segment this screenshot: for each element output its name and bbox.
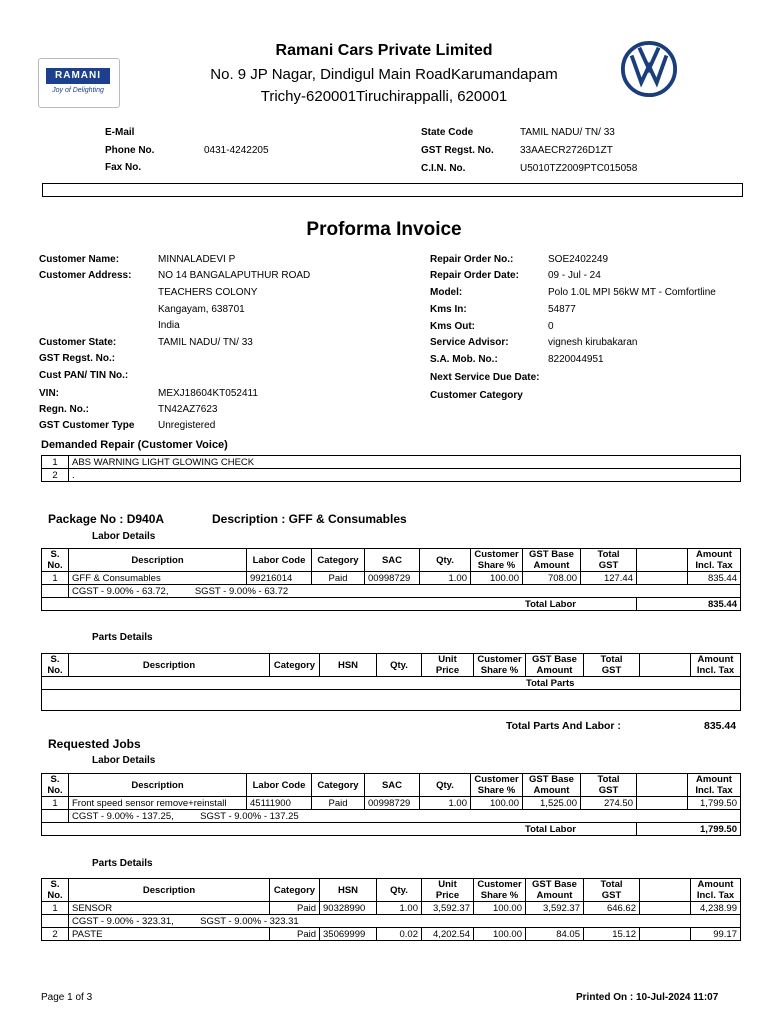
model-label: Model: (430, 287, 463, 298)
state-code-value: TAMIL NADU/ TN/ 33 (520, 127, 615, 138)
state-code-label: State Code (421, 127, 474, 138)
tax-row (42, 915, 741, 928)
col-description: Description (69, 549, 247, 572)
kms-out-value: 0 (548, 321, 554, 332)
regn-value: TN42AZ7623 (158, 404, 218, 415)
vw-logo-icon (620, 40, 678, 98)
vin-value: MEXJ18604KT052411 (158, 388, 258, 399)
table-row (42, 572, 741, 585)
table-row: 1 SENSOR Paid 90328990 1.00 3,592.37 100.00 3,592.37 646.62 4,238.99 (42, 902, 741, 915)
col-labor-code: Labor Code (247, 549, 312, 572)
cell-sno: 1 (42, 572, 69, 585)
cell-labor-code: 99216014 (247, 572, 312, 585)
demanded-repair-table (41, 455, 741, 482)
tax-breakdown: CGST - 9.00% - 63.72, SGST - 9.00% - 63.72 (69, 585, 741, 598)
table-header-row: S. No. Description Category HSN Qty. Unit Price Customer Share % GST Base Amount Total GST Amount Incl. Tax (42, 879, 741, 902)
repair-order-no-label: Repair Order No.: (430, 254, 514, 265)
fax-label: Fax No. (105, 162, 142, 173)
kms-in-value: 54877 (548, 304, 576, 315)
page-number: Page 1 of 3 (41, 992, 93, 1003)
phone-label: Phone No. (105, 145, 155, 156)
gst-customer-type: Unregistered (158, 420, 216, 431)
row-no: 1 (42, 456, 69, 469)
table-header-row: S. No. Description Labor Code Category SAC Qty. Customer Share % GST Base Amount Total GST Amount Incl. Tax (42, 774, 741, 797)
sa-mobile-label: S.A. Mob. No.: (430, 354, 498, 365)
total-labor-label: Total Labor (42, 598, 637, 611)
dealer-logo-brand: RAMANI (46, 68, 110, 84)
col-share: Customer Share % (471, 549, 523, 572)
requested-jobs-heading: Requested Jobs (48, 737, 141, 751)
company-address-line1: No. 9 JP Nagar, Dindigul Main RoadKarumandapam (210, 66, 558, 83)
row-text: ABS WARNING LIGHT GLOWING CHECK (69, 456, 741, 469)
repair-order-date: 09 - Jul - 24 (548, 270, 601, 281)
col-total-gst: Total GST (581, 549, 637, 572)
dealer-logo-tagline: Joy of Delighting (52, 87, 104, 94)
col-qty: Qty. (420, 549, 471, 572)
model-value: Polo 1.0L MPI 56kW MT - Comfortline (548, 287, 716, 298)
page-title: Proforma Invoice (306, 219, 462, 240)
phone-value: 0431-4242205 (204, 145, 269, 156)
gst-label: GST Regst. No. (421, 145, 494, 156)
customer-name: MINNALADEVI P (158, 254, 236, 265)
tax-breakdown: CGST - 9.00% - 323.31, SGST - 9.00% - 323.31 (69, 915, 741, 928)
sa-mobile: 8220044951 (548, 354, 604, 365)
cell-amount: 835.44 (688, 572, 741, 585)
table-row (42, 456, 741, 469)
table-row (42, 469, 741, 482)
regn-label: Regn. No.: (39, 404, 89, 415)
company-name: Ramani Cars Private Limited (275, 42, 493, 59)
customer-address-line2: TEACHERS COLONY (158, 287, 258, 298)
gst-customer-type-label: GST Customer Type (39, 420, 135, 431)
labor-details-heading-2: Labor Details (92, 755, 156, 766)
tax-row (42, 585, 741, 598)
tax-row (42, 810, 741, 823)
col-category: Category (312, 549, 365, 572)
customer-address-line4: India (158, 320, 180, 331)
header-divider-box (42, 183, 743, 197)
total-row: Total Labor 1,799.50 (42, 823, 741, 836)
package-description: Description : GFF & Consumables (212, 512, 407, 526)
table-row: 1 Front speed sensor remove+reinstall 45111900 Paid 00998729 1.00 100.00 1,525.00 274.50 1,799.50 (42, 797, 741, 810)
parts-details-heading: Parts Details (92, 632, 153, 643)
parts-table-2 (41, 878, 741, 941)
labor-table-1 (41, 548, 741, 611)
col-blank (637, 549, 688, 572)
row-text: . (69, 469, 741, 482)
col-sac: SAC (365, 549, 420, 572)
customer-address-line3: Kangayam, 638701 (158, 304, 245, 315)
tax-breakdown: CGST - 9.00% - 137.25, SGST - 9.00% - 137.25 (69, 810, 741, 823)
total-parts-label: Total Parts (42, 677, 741, 690)
labor-details-heading: Labor Details (92, 531, 156, 542)
total-parts-row (42, 677, 741, 690)
table-header-row: S. No. Description Category HSN Qty. Unit Price Customer Share % GST Base Amount Total GST Amount Incl. Tax (42, 654, 741, 677)
gst-value: 33AAECR2726D1ZT (520, 145, 613, 156)
total-parts-labor-value: 835.44 (704, 720, 737, 732)
cell-description: GFF & Consumables (69, 572, 247, 585)
package-no: Package No : D940A (48, 512, 165, 526)
kms-in-label: Kms In: (430, 304, 467, 315)
demanded-repair-heading: Demanded Repair (Customer Voice) (41, 439, 228, 451)
cell-category: Paid (312, 572, 365, 585)
customer-address-line1: NO 14 BANGALAPUTHUR ROAD (158, 270, 311, 281)
cell-sac: 00998729 (365, 572, 420, 585)
col-amount: Amount Incl. Tax (688, 549, 741, 572)
total-parts-labor-label: Total Parts And Labor : (506, 720, 621, 732)
customer-name-label: Customer Name: (39, 254, 120, 265)
company-address-line2: Trichy-620001Tiruchirappalli, 620001 (260, 88, 508, 105)
cell-blank (637, 572, 688, 585)
email-label: E-Mail (105, 127, 135, 138)
parts-table-1 (41, 653, 741, 711)
service-advisor-label: Service Advisor: (430, 337, 509, 348)
customer-state-label: Customer State: (39, 337, 117, 348)
table-row: 2 PASTE Paid 35069999 0.02 4,202.54 100.00 84.05 15.12 99.17 (42, 928, 741, 941)
cell-qty: 1.00 (420, 572, 471, 585)
customer-pan-label: Cust PAN/ TIN No.: (39, 370, 129, 381)
total-labor-value: 835.44 (637, 598, 741, 611)
vin-label: VIN: (39, 388, 59, 399)
parts-details-heading-2: Parts Details (92, 858, 153, 869)
kms-out-label: Kms Out: (430, 321, 475, 332)
service-advisor: vignesh kirubakaran (548, 337, 638, 348)
customer-gst-label: GST Regst. No.: (39, 353, 116, 364)
row-no: 2 (42, 469, 69, 482)
labor-table-2 (41, 773, 741, 836)
col-sno: S. No. (42, 549, 69, 572)
empty-row (42, 690, 741, 711)
col-gst-base: GST Base Amount (523, 549, 581, 572)
repair-order-no: SOE2402249 (548, 254, 609, 265)
total-row (42, 598, 741, 611)
cin-label: C.I.N. No. (421, 163, 466, 174)
cell-share: 100.00 (471, 572, 523, 585)
repair-order-date-label: Repair Order Date: (430, 270, 519, 281)
customer-category-label: Customer Category (430, 390, 523, 401)
customer-address-label: Customer Address: (39, 270, 132, 281)
printed-on: Printed On : 10-Jul-2024 11:07 (576, 992, 719, 1003)
cell-total-gst: 127.44 (581, 572, 637, 585)
customer-state: TAMIL NADU/ TN/ 33 (158, 337, 253, 348)
cell-gst-base: 708.00 (523, 572, 581, 585)
table-header-row (42, 549, 741, 572)
next-service-label: Next Service Due Date: (430, 372, 540, 383)
cin-value: U5010TZ2009PTC015058 (520, 163, 638, 174)
